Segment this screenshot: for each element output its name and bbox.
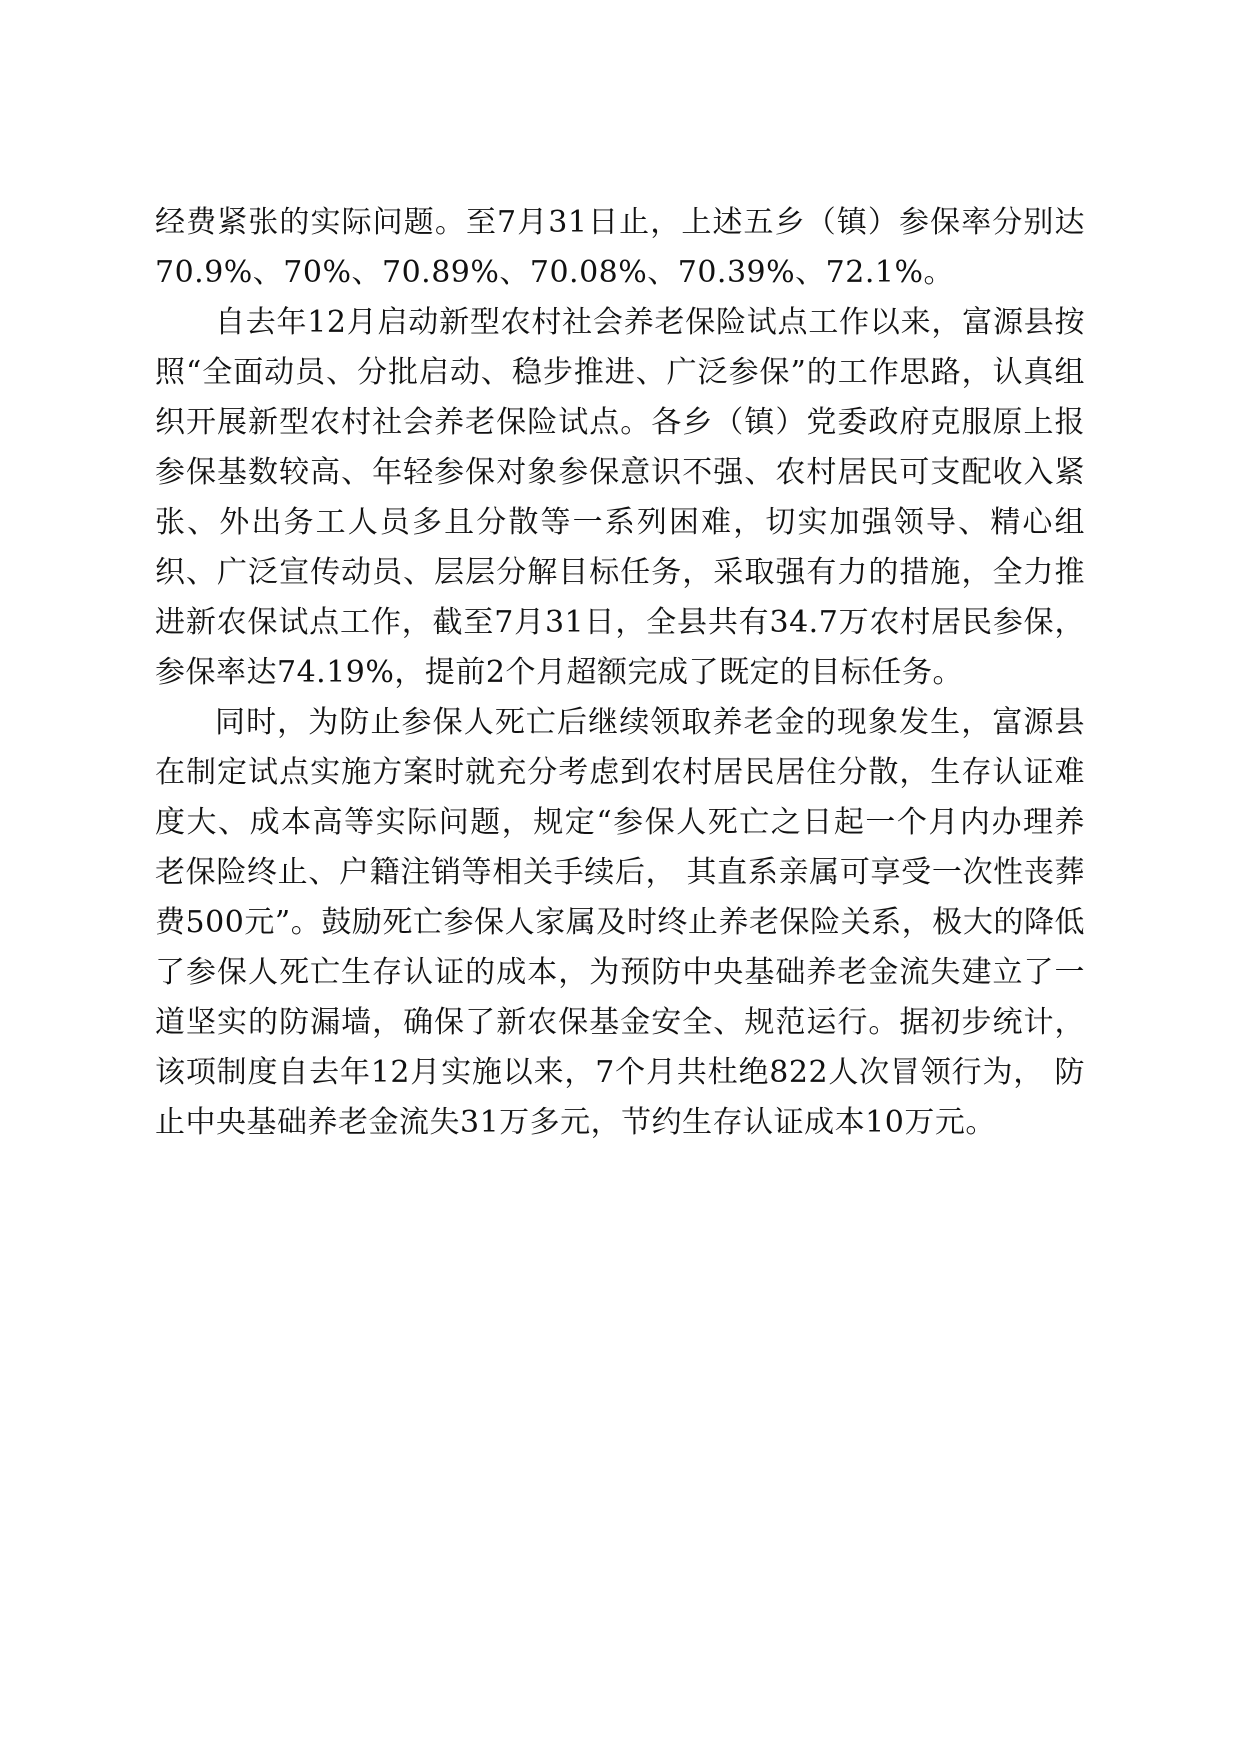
- paragraph-1: 经费紧张的实际问题。至7月31日止，上述五乡（镇）参保率分别达70.9%、70%、70.89%、70.08%、70.39%、72.1%。: [155, 205, 1085, 290]
- paragraph-2: 自去年12月启动新型农村社会养老保险试点工作以来，富源县按照“全面动员、分批启动、稳步推进、广泛参保”的工作思路，认真组织开展新型农村社会养老保险试点。各乡（镇）党委政府克服原上报参保基数较高、年轻参保对象参保意识不强、农村居民可支配收入紧张、外出务工人员多且分散等一系列困难，切实加强领导、精心组织、广泛宣传动员、层层分解目标任务，采取强有力的措施，全力推进新农保试点工作，截至7月31日，全县共有34.7万农村居民参保，参保率达74.19%，提前2个月超额完成了既定的目标任务。: [155, 305, 1085, 690]
- document-body: [155, 198, 1085, 1148]
- paragraph-3: 同时，为防止参保人死亡后继续领取养老金的现象发生，富源县在制定试点实施方案时就充分考虑到农村居民居住分散，生存认证难度大、成本高等实际问题，规定“参保人死亡之日起一个月内办理养老保险终止、户籍注销等相关手续后， 其直系亲属可享受一次性丧葬费500元”。鼓励死亡参保人家属及时终止养老保险关系，极大的降低了参保人死亡生存认证的成本，为预防中央基础养老金流失建立了一道坚实的防漏墙，确保了新农保基金安全、规范运行。据初步统计，该项制度自去年12月实施以来，7个月共杜绝822人次冒领行为， 防止中央基础养老金流失31万多元，节约生存认证成本10万元。: [155, 705, 1085, 1140]
